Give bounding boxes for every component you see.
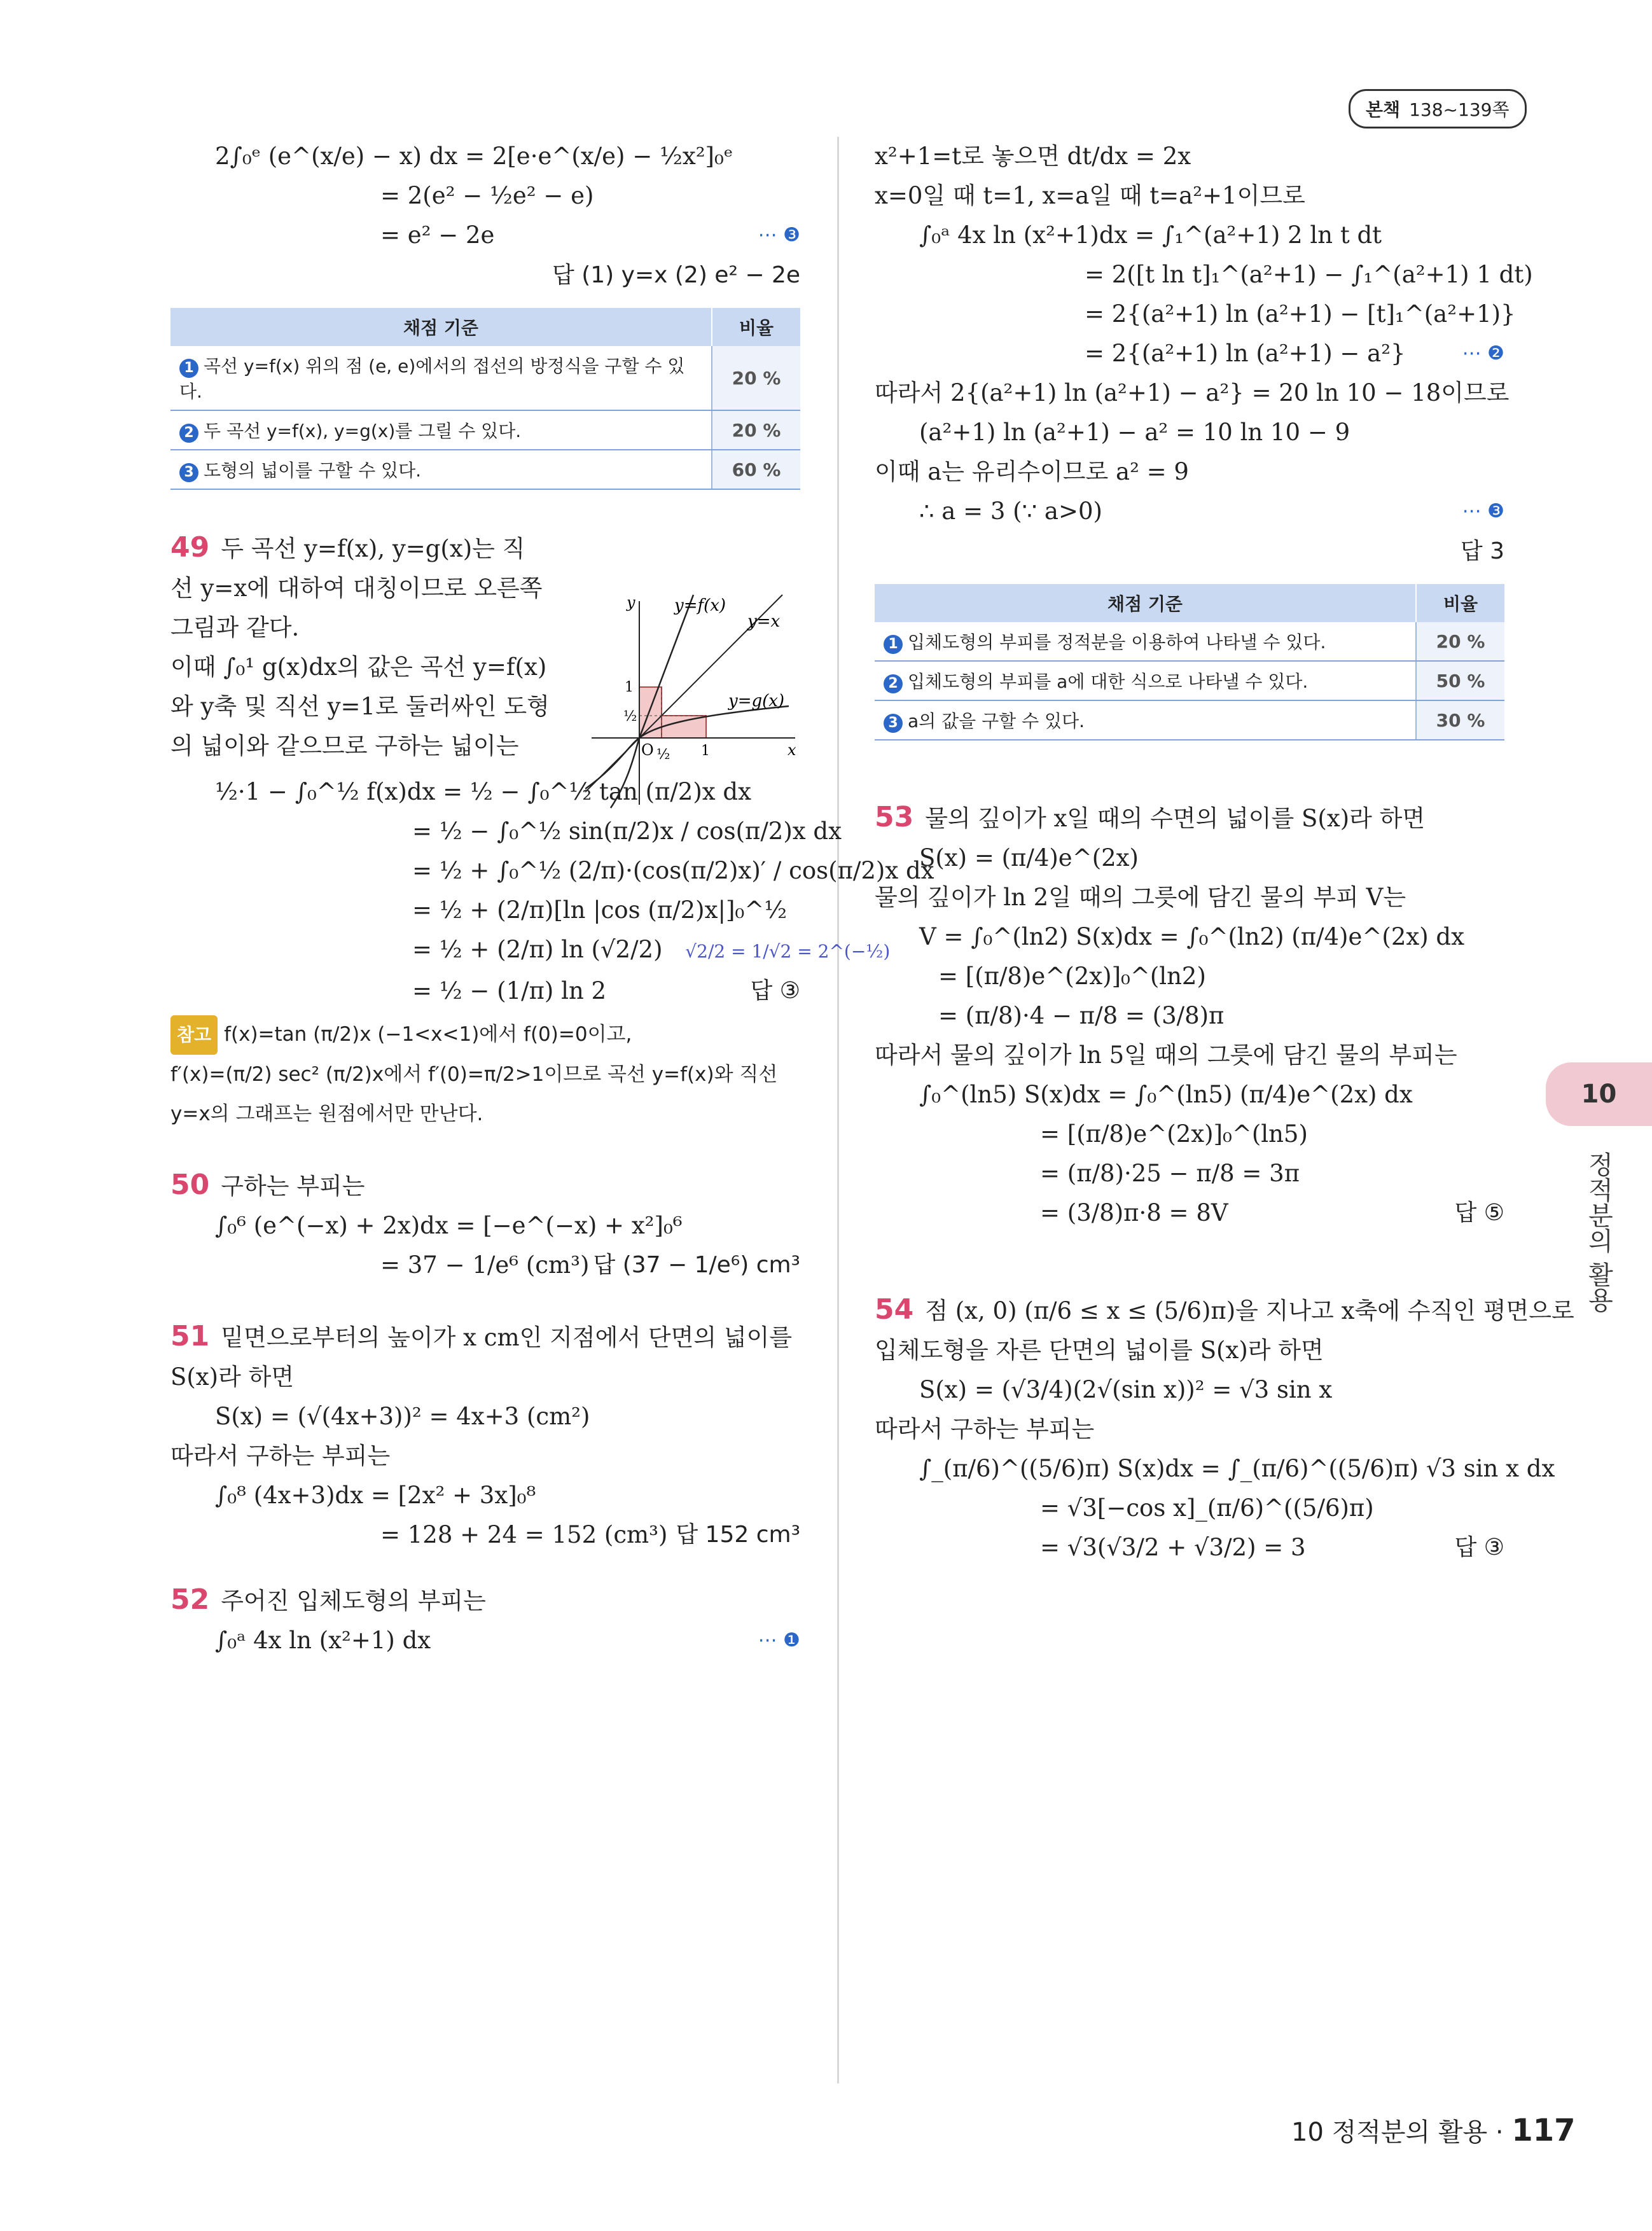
book-pages: 138~139쪽 <box>1409 99 1510 120</box>
text-line: 이때 ∫₀¹ g(x)dx의 값은 곡선 y=f(x) <box>170 653 547 681</box>
ratio-header: 비율 <box>1416 584 1504 622</box>
problem-number: 53 <box>875 801 914 833</box>
problem-49-graph <box>585 588 802 811</box>
chapter-side-tab <box>1546 1062 1652 1546</box>
table-row <box>170 346 800 410</box>
chapter-number: 10 <box>1546 1062 1652 1126</box>
problem-number: 52 <box>170 1583 210 1616</box>
criteria-pct: 50 % <box>1416 661 1504 700</box>
book-label: 본책 <box>1366 99 1401 120</box>
text-line: 물의 깊이가 ln 2일 때의 그릇에 담긴 물의 부피 V는 <box>875 884 1406 911</box>
text-line: S(x)라 하면 <box>170 1363 295 1391</box>
shaded-region-right <box>662 716 706 738</box>
equation-line: 2∫₀ᵉ (e^(x/e) − x) dx = 2[e·e^(x/e) − ½x²]₀ᵉ <box>215 142 733 170</box>
criteria-text: 두 곡선 y=f(x), y=g(x)를 그릴 수 있다. <box>204 420 522 441</box>
text-line: x²+1=t로 놓으면 dt/dx = 2x <box>875 142 1191 170</box>
problem-number: 51 <box>170 1320 210 1352</box>
criteria-text: 곡선 y=f(x) 위의 점 (e, e)에서의 접선의 방정식을 구할 수 있다. <box>179 356 685 402</box>
text-line: 구하는 부피는 <box>221 1172 365 1200</box>
text-line: 입체도형을 자른 단면의 넓이를 S(x)라 하면 <box>875 1337 1324 1364</box>
equation-line: S(x) = (√(4x+3))² = 4x+3 (cm²) <box>215 1403 590 1430</box>
problem-number: 49 <box>170 531 210 564</box>
equation-line: ∫₀⁶ (e^(−x) + 2x)dx = [−e^(−x) + x²]₀⁶ <box>215 1212 683 1239</box>
criteria-number: 2 <box>179 424 198 443</box>
equation-line: = 37 − 1/e⁶ (cm³) <box>380 1251 590 1279</box>
side-note: √2/2 = 1/√2 = 2^(−½) <box>685 941 891 962</box>
answer-51: 답 152 cm³ <box>676 1522 800 1548</box>
criteria-pct: 30 % <box>1416 700 1504 740</box>
axis-y-label: y <box>627 594 635 611</box>
answer-53: 답 ⑤ <box>1454 1200 1504 1226</box>
right-column <box>875 137 1574 1567</box>
label-x: y=x <box>747 612 781 631</box>
answer-52: 답 3 <box>1460 538 1504 564</box>
grading-criteria-table <box>170 308 800 490</box>
equation-line: = 2([t ln t]₁^(a²+1) − ∫₁^(a²+1) 1 dt) <box>1085 261 1533 288</box>
equation-line: (a²+1) ln (a²+1) − a² = 10 ln 10 − 9 <box>919 419 1350 446</box>
text-line: 점 (x, 0) (π/6 ≤ x ≤ (5/6)π)을 지나고 x축에 수직인 평면으로 <box>925 1297 1574 1324</box>
criteria-number: 3 <box>179 463 198 482</box>
equation-line: = 128 + 24 = 152 (cm³) <box>380 1521 668 1548</box>
criteria-pct: 20 % <box>1416 622 1504 661</box>
criteria-header: 채점 기준 <box>875 584 1416 622</box>
answer-50: 답 (37 − 1/e⁶) cm³ <box>593 1252 800 1278</box>
equation-line: ∫₀⁸ (4x+3)dx = [2x² + 3x]₀⁸ <box>215 1482 536 1509</box>
equation-line: ∫_(π/6)^((5/6)π) S(x)dx = ∫_(π/6)^((5/6)π) √3 sin x dx <box>919 1455 1555 1482</box>
equation-line: = ½ + (2/π)[ln |cos (π/2)x|]₀^½ <box>412 896 788 924</box>
criteria-number: 1 <box>884 635 903 654</box>
step-tag: ⋯ ❸ <box>1462 500 1504 522</box>
equation-line: = (π/8)·4 − π/8 = (3/8)π <box>938 1002 1225 1029</box>
text-line: 선 y=x에 대하여 대칭이므로 오른쪽 <box>170 574 543 602</box>
answer-54: 답 ③ <box>1454 1534 1504 1560</box>
equation-line: = ½ + (2/π) ln (√2/2) <box>412 936 663 963</box>
step-tag: ⋯ ❶ <box>758 1629 800 1651</box>
tick-label: ½ <box>656 747 670 763</box>
problem-number: 54 <box>875 1293 914 1326</box>
note-line: f(x)=tan (π/2)x (−1<x<1)에서 f(0)=0이고, <box>224 1023 632 1046</box>
table-row <box>875 700 1504 740</box>
equation-line: = [(π/8)e^(2x)]₀^(ln2) <box>938 963 1206 990</box>
problem-49-text <box>170 528 565 766</box>
equation-line: = 2{(a²+1) ln (a²+1) − [t]₁^(a²+1)} <box>1085 300 1516 328</box>
page-number: 117 <box>1511 2113 1576 2148</box>
page-footer <box>1291 2112 1576 2148</box>
equation-line: ∴ a = 3 (∵ a>0) <box>919 497 1102 525</box>
equation-line: = ½ − (1/π) ln 2 <box>412 977 607 1004</box>
equation-line: = 2{(a²+1) ln (a²+1) − a²} <box>1085 340 1406 367</box>
equation-line: = (π/8)·25 − π/8 = 3π <box>1040 1160 1300 1187</box>
step-tag: ⋯ ❷ <box>1462 342 1504 365</box>
equation-line: = (3/8)π·8 = 8V <box>1040 1199 1228 1227</box>
text-line: x=0일 때 t=1, x=a일 때 t=a²+1이므로 <box>875 182 1305 209</box>
text-line: 이때 a는 유리수이므로 a² = 9 <box>875 458 1189 485</box>
criteria-pct: 60 % <box>712 450 800 489</box>
equation-line: S(x) = (π/4)e^(2x) <box>919 844 1139 872</box>
tick-label: 1 <box>701 743 710 759</box>
text-line: 와 y축 및 직선 y=1로 둘러싸인 도형 <box>170 693 550 720</box>
table-row <box>875 622 1504 661</box>
label-f: y=f(x) <box>674 596 726 615</box>
text-line: 의 넓이와 같으므로 구하는 넓이는 <box>170 732 519 760</box>
page-reference-badge <box>1349 89 1527 129</box>
text-line: 따라서 2{(a²+1) ln (a²+1) − a²} = 20 ln 10 − 18이므로 <box>875 379 1510 407</box>
criteria-pct: 20 % <box>712 410 800 450</box>
problem-number: 50 <box>170 1169 210 1201</box>
criteria-text: 입체도형의 부피를 정적분을 이용하여 나타낼 수 있다. <box>908 632 1326 653</box>
equation-line: = e² − 2e <box>380 221 495 249</box>
criteria-number: 3 <box>884 714 903 733</box>
text-line: 따라서 구하는 부피는 <box>170 1442 391 1470</box>
equation-line: = ½ + ∫₀^½ (2/π)·(cos(π/2)x)′ / cos(π/2)x dx <box>412 857 934 884</box>
column-divider <box>837 137 839 2083</box>
criteria-number: 2 <box>884 674 903 693</box>
text-line: 물의 깊이가 x일 때의 수면의 넓이를 S(x)라 하면 <box>925 805 1426 832</box>
equation-line: = 2(e² − ½e² − e) <box>380 182 594 209</box>
text-line: 따라서 물의 깊이가 ln 5일 때의 그릇에 담긴 물의 부피는 <box>875 1041 1457 1069</box>
ratio-header: 비율 <box>712 308 800 346</box>
equation-line: = [(π/8)e^(2x)]₀^(ln5) <box>1040 1120 1308 1148</box>
equation-line: S(x) = (√3/4)(2√(sin x))² = √3 sin x <box>919 1376 1333 1403</box>
table-row <box>170 450 800 489</box>
tick-label: 1 <box>625 679 634 695</box>
text-line: 밑면으로부터의 높이가 x cm인 지점에서 단면의 넓이를 <box>221 1324 793 1351</box>
step-tag: ⋯ ❸ <box>758 224 800 246</box>
text-line: 두 곡선 y=f(x), y=g(x)는 직 <box>221 535 525 562</box>
criteria-number: 1 <box>179 359 198 378</box>
label-g: y=g(x) <box>728 692 785 711</box>
answer-48: 답 (1) y=x (2) e² − 2e <box>552 262 800 288</box>
equation-line: ½·1 − ∫₀^½ f(x)dx = ½ − ∫₀^½ tan (π/2)x dx <box>215 778 751 805</box>
criteria-text: 도형의 넓이를 구할 수 있다. <box>204 460 422 481</box>
equation-line: ∫₀ᵃ 4x ln (x²+1)dx = ∫₁^(a²+1) 2 ln t dt <box>919 221 1382 249</box>
grading-criteria-table <box>875 584 1504 740</box>
origin-label: O <box>641 741 654 759</box>
criteria-text: a의 값을 구할 수 있다. <box>908 711 1085 732</box>
tick-label: ½ <box>623 709 637 725</box>
text-line: 따라서 구하는 부피는 <box>875 1415 1095 1443</box>
table-row <box>170 410 800 450</box>
equation-line: V = ∫₀^(ln2) S(x)dx = ∫₀^(ln2) (π/4)e^(2x) dx <box>919 923 1464 950</box>
equation-line: = √3(√3/2 + √3/2) = 3 <box>1040 1534 1306 1561</box>
criteria-header: 채점 기준 <box>170 308 712 346</box>
equation-line: ∫₀ᵃ 4x ln (x²+1) dx <box>215 1627 431 1654</box>
note-line: y=x의 그래프는 원점에서만 만난다. <box>170 1102 483 1125</box>
criteria-pct: 20 % <box>712 346 800 410</box>
text-line: 주어진 입체도형의 부피는 <box>221 1587 486 1615</box>
chapter-title: 정적분의 활용 <box>1584 1151 1613 1312</box>
equation-line: ∫₀^(ln5) S(x)dx = ∫₀^(ln5) (π/4)e^(2x) dx <box>919 1081 1413 1108</box>
axis-x-label: x <box>788 741 796 759</box>
table-row <box>875 661 1504 700</box>
equation-line: = ½ − ∫₀^½ sin(π/2)x / cos(π/2)x dx <box>412 817 842 845</box>
criteria-text: 입체도형의 부피를 a에 대한 식으로 나타낼 수 있다. <box>908 671 1308 692</box>
note-line: f′(x)=(π/2) sec² (π/2)x에서 f′(0)=π/2>1이므로 곡선 y=f(x)와 직선 <box>170 1063 778 1086</box>
equation-line: = √3[−cos x]_(π/6)^((5/6)π) <box>1040 1494 1374 1522</box>
text-line: 그림과 같다. <box>170 614 300 641</box>
footer-chapter: 10 정적분의 활용 · <box>1291 2118 1504 2147</box>
answer-49: 답 ③ <box>750 978 800 1004</box>
note-label: 참고 <box>170 1015 218 1055</box>
